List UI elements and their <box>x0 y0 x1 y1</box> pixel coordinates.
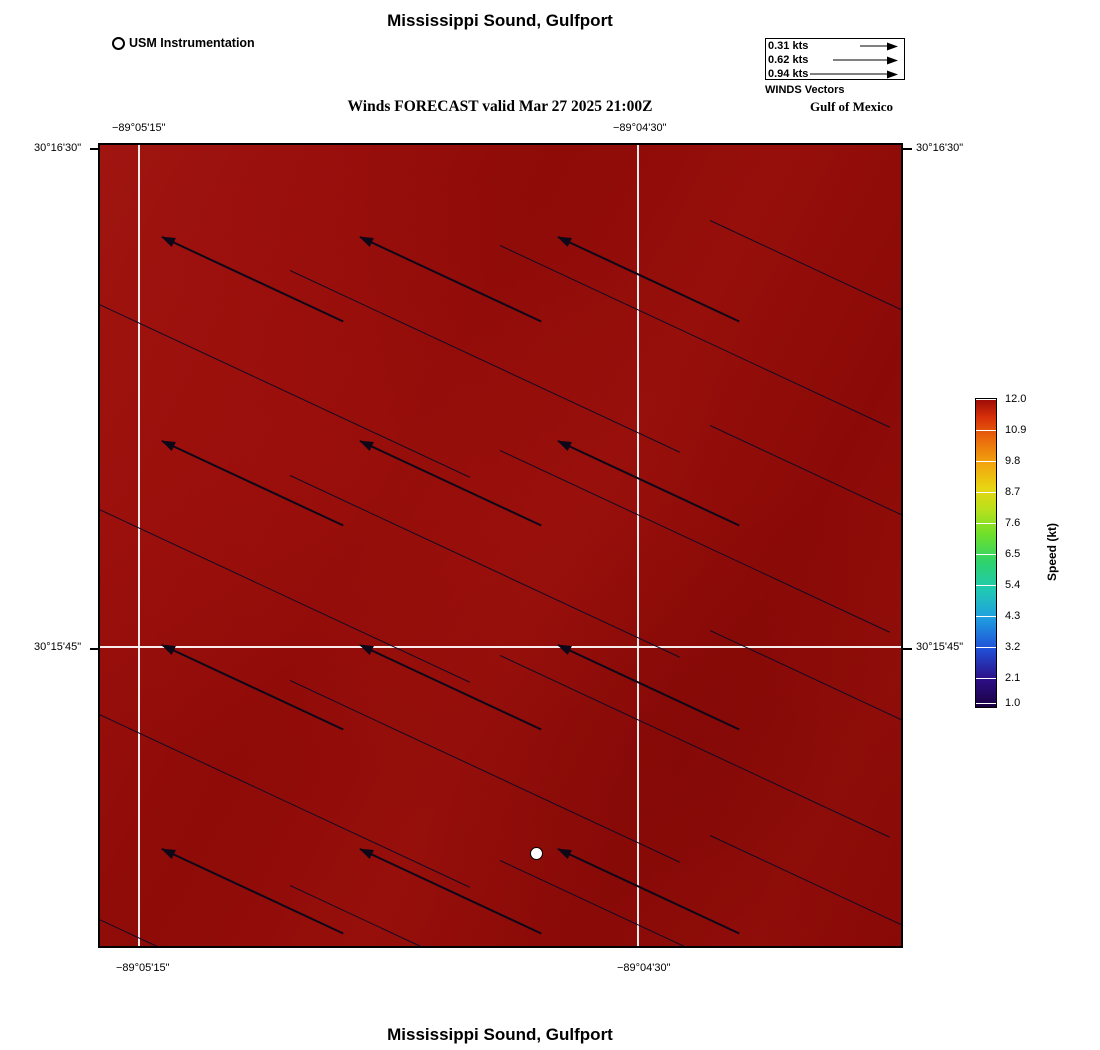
axis-label-left-lat-2: 30°15'45" <box>34 641 82 653</box>
station-marker-icon[interactable] <box>530 847 543 860</box>
axis-label-right-lat-1: 30°16'30" <box>916 142 964 154</box>
grid-line-latitude <box>100 646 903 648</box>
colorbar-title: Speed (kt) <box>1045 522 1059 582</box>
grid-line-longitude <box>138 145 140 948</box>
axis-tick-right <box>903 148 912 150</box>
axis-label-top-lon-1: −89°05'15" <box>112 122 166 134</box>
vector-scale-label: 0.31 kts <box>768 40 809 52</box>
page-title: Mississippi Sound, Gulfport <box>387 11 613 30</box>
colorbar-tick-label: 5.4 <box>1005 579 1021 591</box>
colorbar <box>975 392 1085 714</box>
colorbar-tick-label: 8.7 <box>1005 486 1021 498</box>
axis-label-bottom-lon-1: −89°05'15" <box>116 962 170 974</box>
colorbar-tick-label: 12.0 <box>1005 393 1027 405</box>
vector-scale-caption: WINDS Vectors <box>765 84 845 96</box>
vector-scale-row <box>766 53 904 67</box>
vector-arrow-icon <box>833 56 898 65</box>
grid-line-longitude <box>637 145 639 948</box>
colorbar-tick-label: 4.3 <box>1005 610 1021 622</box>
instrumentation-legend <box>112 36 255 50</box>
axis-tick-right <box>903 648 912 650</box>
vector-scale-row <box>766 39 904 53</box>
axis-label-top-lon-2: −89°04'30" <box>613 122 667 134</box>
vector-scale-row <box>766 67 904 81</box>
vector-arrow-icon <box>810 70 898 79</box>
colorbar-tick-label: 10.9 <box>1005 424 1027 436</box>
colorbar-tick-label: 1.0 <box>1005 697 1021 709</box>
bottom-title: Mississippi Sound, Gulfport <box>387 1025 613 1044</box>
forecast-subtitle: Winds FORECAST valid Mar 27 2025 21:00Z <box>347 98 653 115</box>
vector-arrow-icon <box>860 42 898 51</box>
colorbar-gradient <box>975 398 997 708</box>
vector-scale-box <box>765 38 905 80</box>
colorbar-tick-label: 7.6 <box>1005 517 1021 529</box>
axis-label-right-lat-2: 30°15'45" <box>916 641 964 653</box>
vector-scale-label: 0.62 kts <box>768 54 809 66</box>
region-caption: Gulf of Mexico <box>810 99 894 114</box>
colorbar-tick-label: 2.1 <box>1005 672 1021 684</box>
open-circle-icon <box>112 37 125 50</box>
instrumentation-legend-label: USM Instrumentation <box>129 36 255 50</box>
colorbar-tick-label: 6.5 <box>1005 548 1021 560</box>
axis-label-bottom-lon-2: −89°04'30" <box>617 962 671 974</box>
colorbar-tick-label: 3.2 <box>1005 641 1021 653</box>
vector-scale-label: 0.94 kts <box>768 68 809 80</box>
colorbar-tick-label: 9.8 <box>1005 455 1021 467</box>
axis-label-left-lat-1: 30°16'30" <box>34 142 82 154</box>
map-canvas[interactable] <box>98 143 903 948</box>
